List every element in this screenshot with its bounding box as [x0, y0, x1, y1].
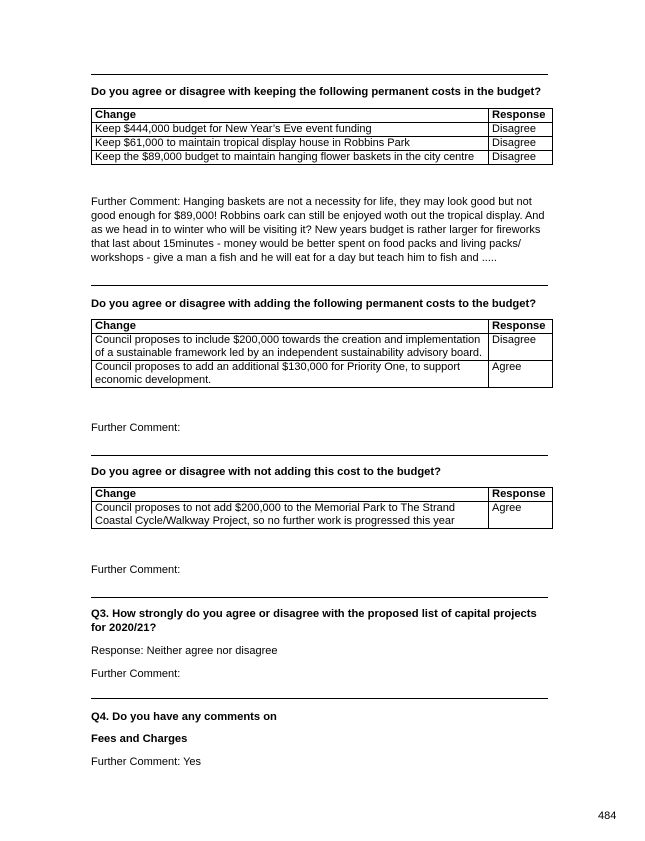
question-not-add-cost: Do you agree or disagree with not adding this cost to the budget? — [91, 466, 441, 478]
change-cell: Council proposes to include $200,000 towards the creation and implementation of a sustainable framework led by an independent sustainability advisory board. — [92, 334, 489, 361]
table-row — [92, 502, 553, 529]
table-header-row — [92, 320, 553, 334]
response-table-not-add-cost — [91, 487, 553, 529]
column-header-response: Response — [489, 320, 553, 334]
table-row — [92, 123, 553, 137]
further-comment: Further Comment: — [91, 564, 181, 576]
change-cell: Keep $61,000 to maintain tropical display house in Robbins Park — [92, 137, 489, 151]
response-cell: Disagree — [489, 137, 553, 151]
section-divider — [91, 597, 548, 598]
column-header-response: Response — [489, 109, 553, 123]
column-header-response: Response — [489, 488, 553, 502]
q3-response: Response: Neither agree nor disagree — [91, 645, 278, 657]
change-cell: Council proposes to not add $200,000 to the Memorial Park to The Strand Coastal Cycle/Walkway Project, so no further work is progressed this year — [92, 502, 489, 529]
question-add-costs: Do you agree or disagree with adding the following permanent costs to the budget? — [91, 298, 537, 310]
response-cell: Disagree — [489, 123, 553, 137]
question-keep-costs: Do you agree or disagree with keeping the following permanent costs in the budget? — [91, 86, 542, 98]
q4-subheading: Fees and Charges — [91, 733, 188, 745]
page-number: 484 — [598, 810, 617, 822]
further-comment: Further Comment: — [91, 668, 181, 680]
table-row — [92, 334, 553, 361]
response-cell: Agree — [489, 502, 553, 529]
response-table-keep-costs — [91, 108, 553, 165]
question-q3: Q3. How strongly do you agree or disagree with the proposed list of capital projects for 2020/21? — [91, 608, 537, 634]
table-row — [92, 137, 553, 151]
further-comment: Further Comment: Hanging baskets are not a necessity for life, they may look good but not good enough for $89,000! Robbins oark can still be enjoyed woth out the tropical display. And as we head in to winter who will be visiting it? New years budget is rather larger for fireworks that last about 15minutes - money would be better spent on food packs and living packs/ workshops - give a man a fish and he will eat for a day but teach him to fish and ..... — [91, 196, 545, 264]
section-divider — [91, 74, 548, 75]
change-cell: Keep $444,000 budget for New Year’s Eve event funding — [92, 123, 489, 137]
section-divider — [91, 455, 548, 456]
table-header-row — [92, 488, 553, 502]
column-header-change: Change — [92, 488, 489, 502]
response-table-add-costs — [91, 319, 553, 388]
further-comment: Further Comment: — [91, 422, 181, 434]
response-cell: Disagree — [489, 334, 553, 361]
section-divider — [91, 698, 548, 699]
column-header-change: Change — [92, 320, 489, 334]
response-cell: Agree — [489, 361, 553, 388]
table-row — [92, 361, 553, 388]
table-header-row — [92, 109, 553, 123]
question-q4: Q4. Do you have any comments on — [91, 711, 277, 723]
response-cell: Disagree — [489, 151, 553, 165]
table-row — [92, 151, 553, 165]
change-cell: Council proposes to add an additional $130,000 for Priority One, to support economic development. — [92, 361, 489, 388]
further-comment: Further Comment: Yes — [91, 756, 202, 768]
column-header-change: Change — [92, 109, 489, 123]
change-cell: Keep the $89,000 budget to maintain hanging flower baskets in the city centre — [92, 151, 489, 165]
section-divider — [91, 285, 548, 286]
